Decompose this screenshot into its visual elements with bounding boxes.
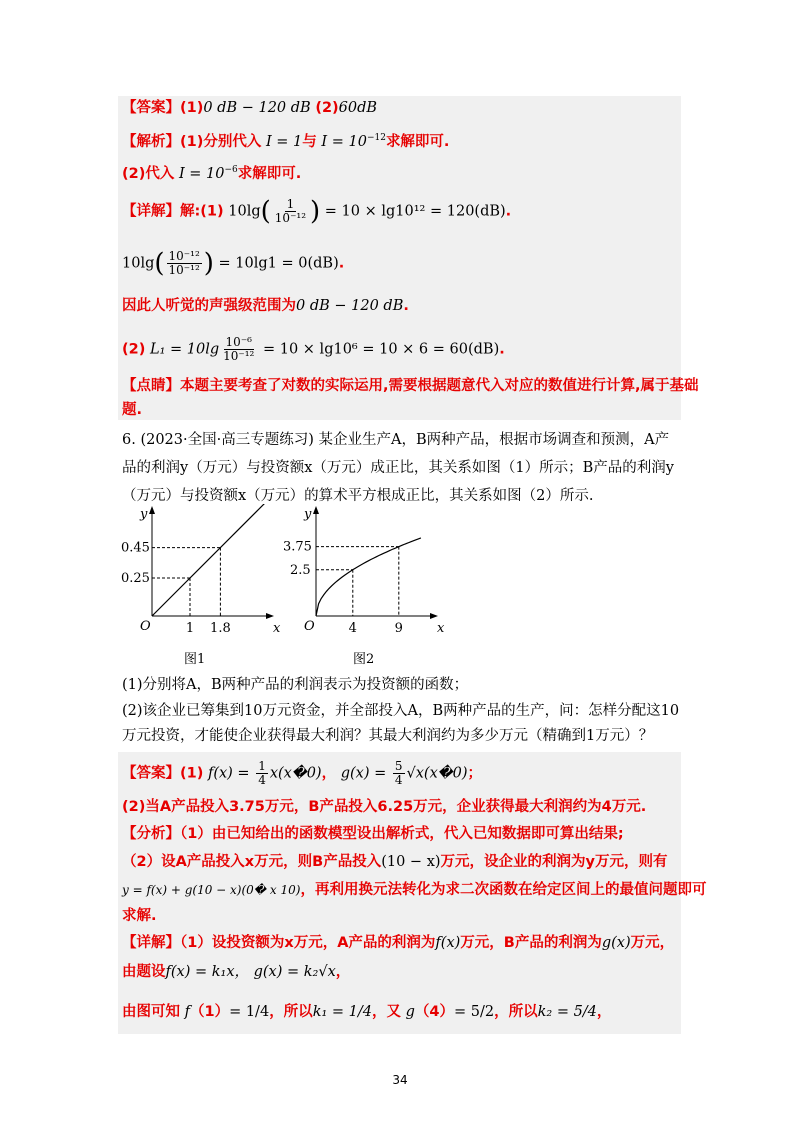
fig1-x-label: x [273, 621, 281, 636]
analysis2-line-3: y = f(x) + g(10 − x)(0� x 10)，再利用换元法转化为求二次函数在给定区间上的最值问题即可 [122, 882, 707, 898]
fig1-line [152, 504, 266, 616]
fig2-ytick-375: 3.75 [283, 539, 312, 555]
answer-line-1: 【答案】(1)0 dB − 120 dB (2)60dB [122, 100, 378, 116]
fig2-xtick-9: 9 [394, 621, 403, 636]
page-number: 34 [392, 1073, 408, 1087]
answer2-line-1: 【答案】(1) f(x) = $\frac{1}{4}$ x(x�0)， g(x) = $\frac{5}{4}$ √x(x�0)； [122, 759, 483, 787]
fraction: $\frac{5}{4}$ [394, 759, 403, 787]
fig2-origin: O [304, 619, 315, 634]
fig1-ytick-045: 0.45 [121, 540, 150, 556]
part2-line: (2) L₁ = 10lg $\frac{\text{10⁻⁶}}{\text{10⁻¹²}}$ = 10 × lg10⁶ = 10 × 6 = 60(dB). [122, 335, 505, 363]
figure-1-chart [118, 504, 288, 640]
analysis-line-1: 【解析】(1)分别代入 I = 1与 $I = 10^{-12}$求解即可. [122, 133, 450, 150]
answer2-line-2: (2)当A产品投入3.75万元，B产品投入6.25万元，企业获得最大利润约为4万元. [122, 799, 647, 815]
fig1-origin: O [140, 619, 151, 634]
figure-2-caption: 图2 [353, 652, 375, 667]
fig2-y-label: y [304, 507, 312, 522]
analysis-line-2: (2)代入 $I = 10^{-6}$求解即可. [122, 165, 302, 182]
analysis2-line-2: （2）设A产品投入x万元，则B产品投入(10 − x)万元，设企业的利润为y万元，则有 [122, 854, 668, 870]
figure-2-chart [280, 504, 450, 640]
fig2-x-arrow [430, 613, 438, 619]
fig2-curve [316, 538, 421, 616]
detail-line-2: 10lg( $\frac{\text{10⁻¹²}}{\text{10⁻¹²}}$ ) = 10lg1 = 0(dB). [122, 248, 345, 279]
range-line: 因此人听觉的声强级范围为0 dB − 120 dB. [122, 298, 409, 314]
fig1-x-arrow [266, 613, 274, 619]
fig2-ytick-25: 2.5 [290, 562, 311, 578]
comment-line-1: 【点睛】本题主要考查了对数的实际运用,需要根据题意代入对应的数值进行计算,属于基础 [122, 378, 699, 394]
detail2-line-3: 由图可知 f（1）= 1/4，所以k₁ = 1/4，又 g（4）= 5/2，所以k₂ = 5/4， [122, 1004, 612, 1020]
analysis2-line-1: 【分析】（1）由已知给出的函数模型设出解析式，代入已知数据即可算出结果; [122, 826, 624, 842]
subquestion-1: (1)分别将A，B两种产品的利润表示为投资额的函数； [122, 677, 469, 693]
fraction: $\frac{1}{4}$ [258, 759, 266, 787]
question-line-2: 品的利润y（万元）与投资额x（万元）成正比，其关系如图（1）所示；B产品的利润y [122, 460, 674, 476]
subquestion-2b: 万元投资，才能使企业获得最大利润？其最大利润约为多少万元（精确到1万元）？ [122, 728, 654, 744]
fig2-xtick-4: 4 [348, 621, 357, 636]
comment-line-2: 题. [122, 402, 143, 418]
question-line-1: 6. (2023·全国·高三专题练习) 某企业生产A，B两种产品，根据市场调查和预测，A产 [122, 432, 670, 448]
fig1-xtick-18: 1.8 [210, 621, 231, 636]
detail2-line-2: 由题设f(x) = k₁x， g(x) = k₂√x， [122, 964, 351, 980]
analysis2-line-4: 求解. [122, 908, 157, 924]
fig1-y-arrow [149, 506, 155, 514]
detail-line-1: 【详解】解:(1) 10lg( $\frac{1}{\text{10⁻¹²}}$ ) = 10 × lg10¹² = 120(dB). [122, 196, 512, 227]
fig1-xtick-1: 1 [185, 621, 195, 636]
fig2-y-arrow [313, 506, 319, 514]
fig1-y-label: y [140, 507, 148, 522]
question-line-3: （万元）与投资额x（万元）的算术平方根成正比，其关系如图（2）所示. [122, 488, 594, 504]
fig1-ytick-025: 0.25 [121, 571, 150, 586]
detail2-line-1: 【详解】（1）设投资额为x万元，A产品的利润为f(x)万元，B产品的利润为g(x)万元， [122, 935, 675, 951]
fraction: $\frac{\text{10⁻⁶}}{\text{10⁻¹²}}$ [223, 335, 255, 363]
fraction: $\frac{1}{\text{10⁻¹²}}$ [274, 197, 307, 225]
fraction: $\frac{\text{10⁻¹²}}{\text{10⁻¹²}}$ [168, 249, 200, 277]
subquestion-2a: (2)该企业已筹集到10万元资金，并全部投入A，B两种产品的生产，问：怎样分配这10 [122, 703, 680, 719]
figure-1-caption: 图1 [184, 652, 206, 667]
fig2-x-label: x [437, 621, 445, 636]
